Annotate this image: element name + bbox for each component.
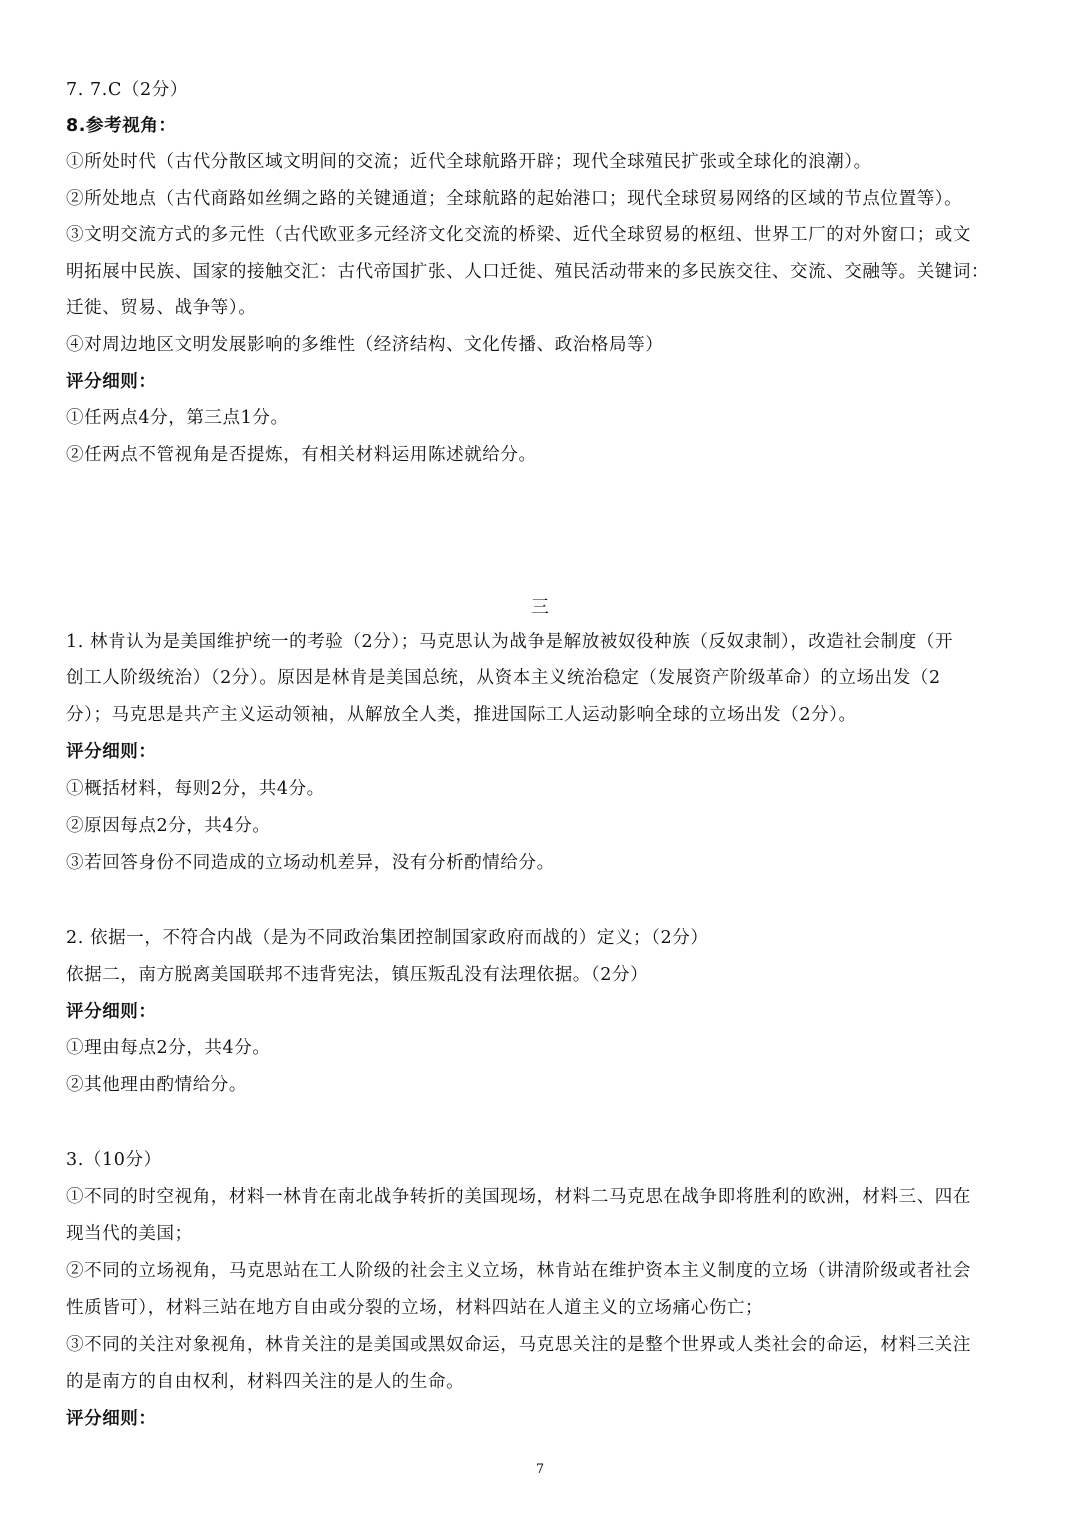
q8-point-3-line3: 迁徙、贸易、战争等）。	[66, 298, 257, 318]
s3-q3-point2-line1: ②不同的立场视角，马克思站在工人阶级的社会主义立场，林肯站在维护资本主义制度的立场（讲清阶级或者社会	[66, 1261, 971, 1281]
s3-q1-rule-2: ②原因每点2分，共4分。	[66, 816, 271, 836]
s3-q2-rule-1: ①理由每点2分，共4分。	[66, 1038, 271, 1058]
s3-q1-rule-1: ①概括材料，每则2分，共4分。	[66, 779, 325, 799]
q8-rules-heading: 评分细则：	[66, 372, 157, 392]
s3-q1-line1: 1. 林肯认为是美国维护统一的考验（2分）；马克思认为战争是解放被奴役种族（反奴隶制），改造社会制度（开	[66, 632, 954, 652]
s3-q3-point3-line1: ③不同的关注对象视角，林肯关注的是美国或黑奴命运，马克思关注的是整个世界或人类社会的命运，材料三关注	[66, 1335, 971, 1355]
s3-q2-line2: 依据二，南方脱离美国联邦不违背宪法，镇压叛乱没有法理依据。（2分）	[66, 965, 649, 985]
s3-q3-point1-line1: ①不同的时空视角，材料一林肯在南北战争转折的美国现场，材料二马克思在战争即将胜利的欧洲，材料三、四在	[66, 1187, 971, 1207]
s3-q3-point1-line2: 现当代的美国；	[66, 1224, 193, 1244]
s3-q1-rule-3: ③若回答身份不同造成的立场动机差异，没有分析酌情给分。	[66, 853, 555, 873]
q8-point-3-line1: ③文明交流方式的多元性（古代欧亚多元经济文化交流的桥梁、近代全球贸易的枢纽、世界工厂的对外窗口；或文	[66, 225, 971, 245]
answer-q7: 7. 7.C（2分）	[66, 80, 188, 100]
s3-q3-rules-heading: 评分细则：	[66, 1409, 157, 1429]
s3-q1-line3: 分）；马克思是共产主义运动领袖，从解放全人类，推进国际工人运动影响全球的立场出发（2分）。	[66, 705, 857, 725]
page-number: 7	[535, 1462, 545, 1477]
s3-q2-line1: 2. 依据一，不符合内战（是为不同政治集团控制国家政府而战的）定义；（2分）	[66, 928, 709, 948]
section-title: 三	[531, 597, 549, 618]
s3-q2-rule-2: ②其他理由酌情给分。	[66, 1075, 247, 1095]
q8-heading: 8.参考视角：	[66, 116, 177, 136]
s3-q1-rules-heading: 评分细则：	[66, 742, 157, 762]
s3-q1-line2: 创工人阶级统治）（2分）。原因是林肯是美国总统，从资本主义统治稳定（发展资产阶级革命）的立场出发（2	[66, 668, 941, 688]
q8-point-4: ④对周边地区文明发展影响的多维性（经济结构、文化传播、政治格局等）	[66, 335, 664, 355]
q8-rule-2: ②任两点不管视角是否提炼，有相关材料运用陈述就给分。	[66, 445, 537, 465]
s3-q2-rules-heading: 评分细则：	[66, 1002, 157, 1022]
q8-point-1: ①所处时代（古代分散区域文明间的交流；近代全球航路开辟；现代全球殖民扩张或全球化的浪潮）。	[66, 152, 872, 172]
q8-point-3-line2: 明拓展中民族、国家的接触交汇：古代帝国扩张、人口迁徙、殖民活动带来的多民族交往、交流、交融等。关键词：	[66, 262, 990, 282]
s3-q3-point2-line2: 性质皆可），材料三站在地方自由或分裂的立场，材料四站在人道主义的立场痛心伤亡；	[66, 1298, 764, 1318]
s3-q3-point3-line2: 的是南方的自由权利，材料四关注的是人的生命。	[66, 1372, 465, 1392]
q8-rule-1: ①任两点4分，第三点1分。	[66, 408, 289, 428]
q8-point-2: ②所处地点（古代商路如丝绸之路的关键通道；全球航路的起始港口；现代全球贸易网络的区域的节点位置等）。	[66, 189, 963, 209]
s3-q3-head: 3.（10分）	[66, 1150, 162, 1170]
